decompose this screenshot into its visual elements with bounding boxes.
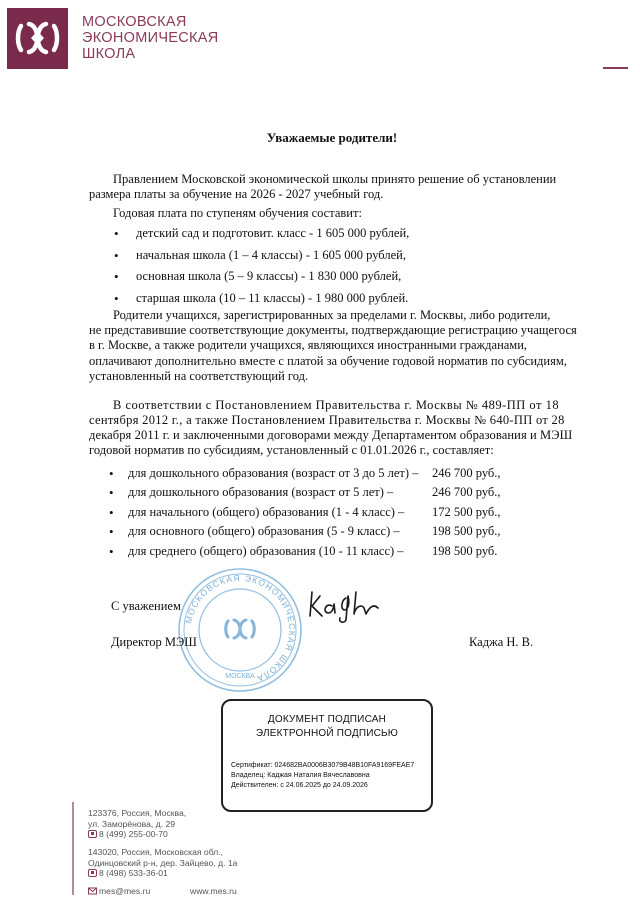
phone-icon xyxy=(88,869,97,877)
norm-label: для дошкольного образования (возраст от 3 до 5 лет) – xyxy=(128,466,419,480)
norm-label: для дошкольного образования (возраст от 5 лет) – xyxy=(128,485,394,500)
esign-owner: Владелец: Каджая Наталия Вячеславовна xyxy=(231,772,370,779)
norm-label: для основного (общего) образования (5 - 9 класс) – xyxy=(128,524,400,539)
footer-address-1-line-1: 123376, Россия, Москва, xyxy=(88,808,187,818)
logo-emblem-icon xyxy=(7,8,68,69)
norm-amount: 198 500 руб. xyxy=(432,543,498,558)
paragraph3-line-1: В соответствии с Постановлением Правительства г. Москвы № 489-ПП от 18 xyxy=(113,398,560,412)
footer-email-text[interactable]: mes@mes.ru xyxy=(99,886,151,896)
fee-item: • начальная школа (1 – 4 классы) - 1 605 000 рублей, xyxy=(136,248,409,270)
norm-item xyxy=(128,524,501,543)
signer-title: Директор МЭШ xyxy=(111,635,197,649)
fees-list xyxy=(136,226,409,312)
footer-email[interactable] xyxy=(88,886,150,897)
school-name-line-2: ЭКОНОМИЧЕСКАЯ xyxy=(82,30,219,46)
stamp-emblem-icon xyxy=(226,620,255,638)
paragraph2-line-5: установленный на соответствующий год. xyxy=(89,369,309,383)
paragraph3-line-4: годовой норматив по субсидиям, установленный с 01.01.2026 г., составляет: xyxy=(89,443,494,457)
intro-line-1: Правлением Московской экономической школы принято решение об установлении xyxy=(113,172,557,186)
paragraph3-line-2: сентября 2012 г., а также Постановлением Правительства г. Москвы № 640-ПП от 28 xyxy=(89,413,565,427)
header-accent-line xyxy=(603,67,628,69)
envelope-icon xyxy=(88,887,97,895)
norm-item xyxy=(128,505,501,524)
footer-address-2-line-1: 143020, Россия, Московская обл., xyxy=(88,847,224,857)
footer-address-2 xyxy=(88,847,237,879)
norm-item xyxy=(128,466,501,485)
stamp-ring-text: МОСКОВСКАЯ ЭКОНОМИЧЕСКАЯ ШКОЛА xyxy=(183,572,298,684)
footer-address-1 xyxy=(88,808,186,840)
school-name-line-1: МОСКОВСКАЯ xyxy=(82,14,187,30)
norms-list xyxy=(128,466,501,563)
footer-phone-2 xyxy=(88,868,237,879)
paragraph2-line-4: оплачивают дополнительно вместе с платой за обучение годовой норматив по субсидиям, xyxy=(89,354,567,368)
electronic-signature-box xyxy=(221,699,433,812)
signer-name: Каджа Н. В. xyxy=(469,635,534,649)
norm-amount: 172 500 руб., xyxy=(432,504,501,519)
school-logo xyxy=(7,8,68,69)
norm-amount: 198 500 руб., xyxy=(432,524,501,539)
footer-phone-1 xyxy=(88,829,186,840)
paragraph3-line-3: декабря 2011 г. и заключенными договорами между Департаментом образования и МЭШ xyxy=(89,428,573,442)
school-name-line-3: ШКОЛА xyxy=(82,46,136,62)
school-name xyxy=(82,14,219,62)
footer-phone-1-text: 8 (499) 255-00-70 xyxy=(99,829,168,839)
norm-label: для начального (общего) образования (1 - 4 класс) – xyxy=(128,504,405,519)
school-stamp xyxy=(176,566,304,694)
esign-title-2: ЭЛЕКТРОННОЙ ПОДПИСЬЮ xyxy=(255,728,399,739)
norm-item xyxy=(128,485,501,504)
handwritten-signature xyxy=(306,586,382,626)
footer-phone-2-text: 8 (498) 533-36-01 xyxy=(99,868,168,878)
closing: С уважением xyxy=(111,599,181,613)
intro-line-2: размера платы за обучение на 2026 - 2027 учебный год. xyxy=(89,187,384,201)
esign-title-1: ДОКУМЕНТ ПОДПИСАН xyxy=(267,714,387,725)
fee-item: • детский сад и подготовит. класс - 1 605 000 рублей, xyxy=(136,226,409,248)
footer-divider xyxy=(72,802,74,895)
phone-icon xyxy=(88,830,97,838)
esign-certificate: Сертификат: 024682BA0006B3079B48B10FA9169FEAE7 xyxy=(231,762,415,769)
norm-label: для среднего (общего) образования (10 - 11 класс) – xyxy=(128,543,404,558)
norm-amount: 246 700 руб., xyxy=(432,485,501,500)
fees-intro: Годовая плата по ступеням обучения составит: xyxy=(113,206,362,220)
footer-address-1-line-2: ул. Заморёнова, д. 29 xyxy=(88,818,176,829)
greeting: Уважаемые родители! xyxy=(266,130,398,145)
paragraph2-line-2: не представившие соответствующие документы, подтверждающие регистрацию учащегося xyxy=(89,323,577,337)
norm-amount: 246 700 руб., xyxy=(432,466,501,480)
paragraph2-line-1: Родители учащихся, зарегистрированных за пределами г. Москвы, либо родители, xyxy=(113,308,551,322)
stamp-city: МОСКВА xyxy=(225,673,255,680)
esign-valid: Действителен: с 24.06.2025 до 24.09.2026 xyxy=(231,782,368,789)
paragraph2-line-3: в г. Москве, а также родители учащихся, являющихся иностранными гражданами, xyxy=(89,338,528,352)
footer-address-2-line-2: Одинцовский р-н, дер. Зайцево, д. 1а xyxy=(88,857,238,868)
norm-item xyxy=(128,544,501,563)
footer-website[interactable]: www.mes.ru xyxy=(190,886,237,896)
fee-item: • основная школа (5 – 9 классы) - 1 830 000 рублей, xyxy=(136,269,409,291)
fee-item: • старшая школа (10 – 11 классы) - 1 980 000 рублей. xyxy=(136,291,409,313)
